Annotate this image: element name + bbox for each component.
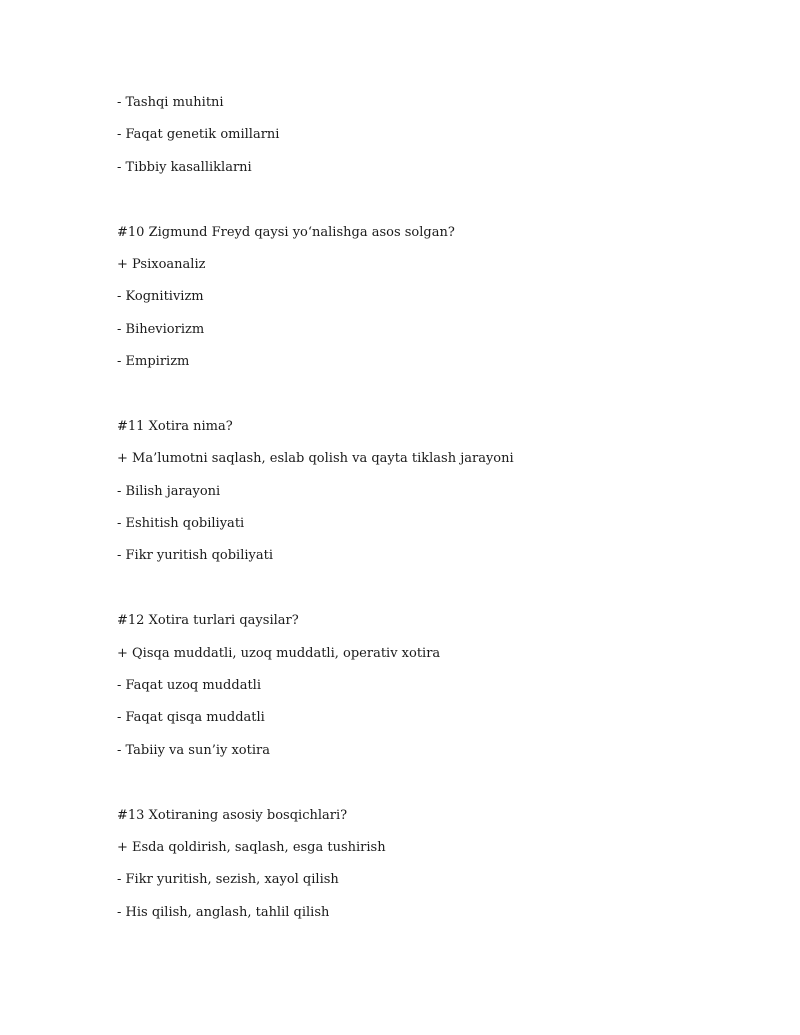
answer-option-correct: + Qisqa muddatli, uzoq muddatli, operativ xotira: [117, 645, 441, 661]
answer-option: - Biheviorizm: [117, 321, 205, 337]
quiz-content: [117, 93, 757, 935]
answer-option: - Fikr yuritish qobiliyati: [117, 548, 273, 564]
question-text: #10 Zigmund Freyd qaysi yo‘nalishga asos solgan?: [117, 224, 455, 240]
question-block-13: [117, 806, 757, 922]
answer-option: - Empirizm: [117, 354, 190, 370]
answer-option-correct: + Ma’lumotni saqlash, eslab qolish va qayta tiklash jarayoni: [117, 451, 514, 467]
answer-option: - Tashqi muhitni: [117, 95, 224, 110]
answer-option-correct: + Esda qoldirish, saqlash, esga tushirish: [117, 839, 386, 855]
answer-option-correct: + Psixoanaliz: [117, 256, 206, 272]
answer-option: - Tabiiy va sun’iy xotira: [117, 742, 270, 758]
answer-option: - Bilish jarayoni: [117, 483, 221, 499]
answer-option: - Faqat uzoq muddatli: [117, 678, 261, 694]
question-text: #12 Xotira turlari qaysilar?: [117, 613, 299, 629]
question-block-continued: [117, 93, 757, 177]
spacer: [117, 190, 757, 222]
spacer: [117, 773, 757, 805]
spacer: [117, 385, 757, 417]
spacer: [117, 579, 757, 611]
answer-option: - Tibbiy kasalliklarni: [117, 159, 252, 175]
answer-option: - His qilish, anglash, tahlil qilish: [117, 904, 330, 920]
question-text: #11 Xotira nima?: [117, 418, 233, 434]
question-text: #13 Xotiraning asosiy bosqichlari?: [117, 807, 348, 823]
question-block-11: [117, 417, 757, 566]
answer-option: - Kognitivizm: [117, 289, 204, 305]
answer-option: - Faqat qisqa muddatli: [117, 710, 265, 726]
question-block-10: [117, 223, 757, 372]
answer-option: - Eshitish qobiliyati: [117, 516, 245, 532]
question-block-12: [117, 611, 757, 760]
answer-option: - Faqat genetik omillarni: [117, 127, 280, 143]
answer-option: - Fikr yuritish, sezish, xayol qilish: [117, 872, 339, 888]
